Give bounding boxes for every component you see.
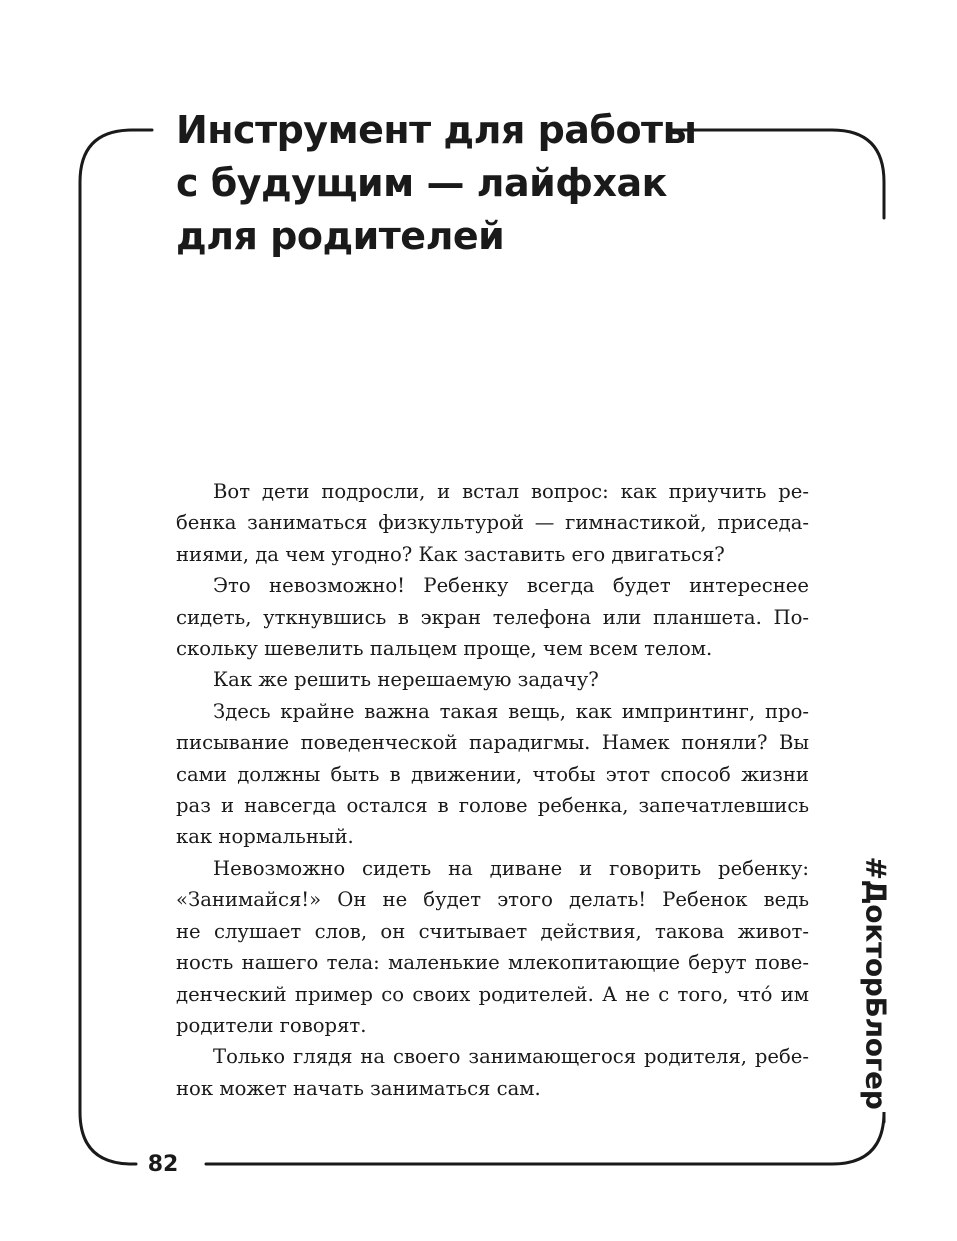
text-line: родители говорят. <box>176 1013 367 1037</box>
text-line: скольку шевелить пальцем проще, чем всем телом. <box>176 637 713 661</box>
paragraph <box>176 476 809 570</box>
side-hashtag-text: #ДокторБлогер <box>859 856 893 1110</box>
paragraph <box>176 570 809 664</box>
paragraph <box>176 664 809 695</box>
text-line: Невозможно сидеть на диване и говорить ребенку: <box>213 856 809 880</box>
side-hashtag <box>848 858 904 1108</box>
text-line: Как же решить нерешаемую задачу? <box>213 668 599 692</box>
text-line: бенка заниматься физкультурой — гимнастикой, приседа- <box>176 511 809 535</box>
text-line: «Занимайся!» Он не будет этого делать! Ребенок ведь <box>176 888 809 912</box>
frame-top-right-and-right-line <box>668 130 884 218</box>
text-line: Только глядя на своего занимающегося родителя, ребе- <box>213 1045 809 1069</box>
body-text <box>176 476 809 1104</box>
frame-left-and-top-left-line <box>80 130 152 1164</box>
paragraph <box>176 853 809 1041</box>
text-line: Здесь крайне важна такая вещь, как импринтинг, про- <box>213 699 809 723</box>
title-line: для родителей <box>176 214 505 258</box>
text-line: ность нашего тела: маленькие млекопитающие берут пове- <box>176 951 809 975</box>
text-line: сами должны быть в движении, чтобы этот способ жизни <box>176 762 809 786</box>
text-line: нок может начать заниматься сам. <box>176 1076 541 1100</box>
page-title <box>176 104 696 263</box>
text-line: ниями, да чем угодно? Как заставить его двигаться? <box>176 542 725 566</box>
paragraph <box>176 1041 809 1104</box>
frame-right-bottom-line <box>206 1112 884 1164</box>
title-line: с будущим — лайфхак <box>176 161 667 205</box>
text-line: раз и навсегда остался в голове ребенка, запечатлевшись <box>176 794 809 818</box>
text-line: писывание поведенческой парадигмы. Намек поняли? Вы <box>176 731 809 755</box>
text-line: как нормальный. <box>176 825 354 849</box>
paragraph <box>176 696 809 853</box>
text-line: сидеть, уткнувшись в экран телефона или планшета. По- <box>176 605 809 629</box>
title-line: Инструмент для работы <box>176 108 697 152</box>
text-line: Вот дети подросли, и встал вопрос: как приучить ре- <box>213 480 809 503</box>
text-line: не слушает слов, он считывает действия, такова живот- <box>176 919 809 943</box>
text-line: денческий пример со своих родителей. А не с того, что́ им <box>176 982 809 1006</box>
page-number: 82 <box>147 1152 179 1177</box>
text-line: Это невозможно! Ребенку всегда будет интереснее <box>213 574 809 598</box>
